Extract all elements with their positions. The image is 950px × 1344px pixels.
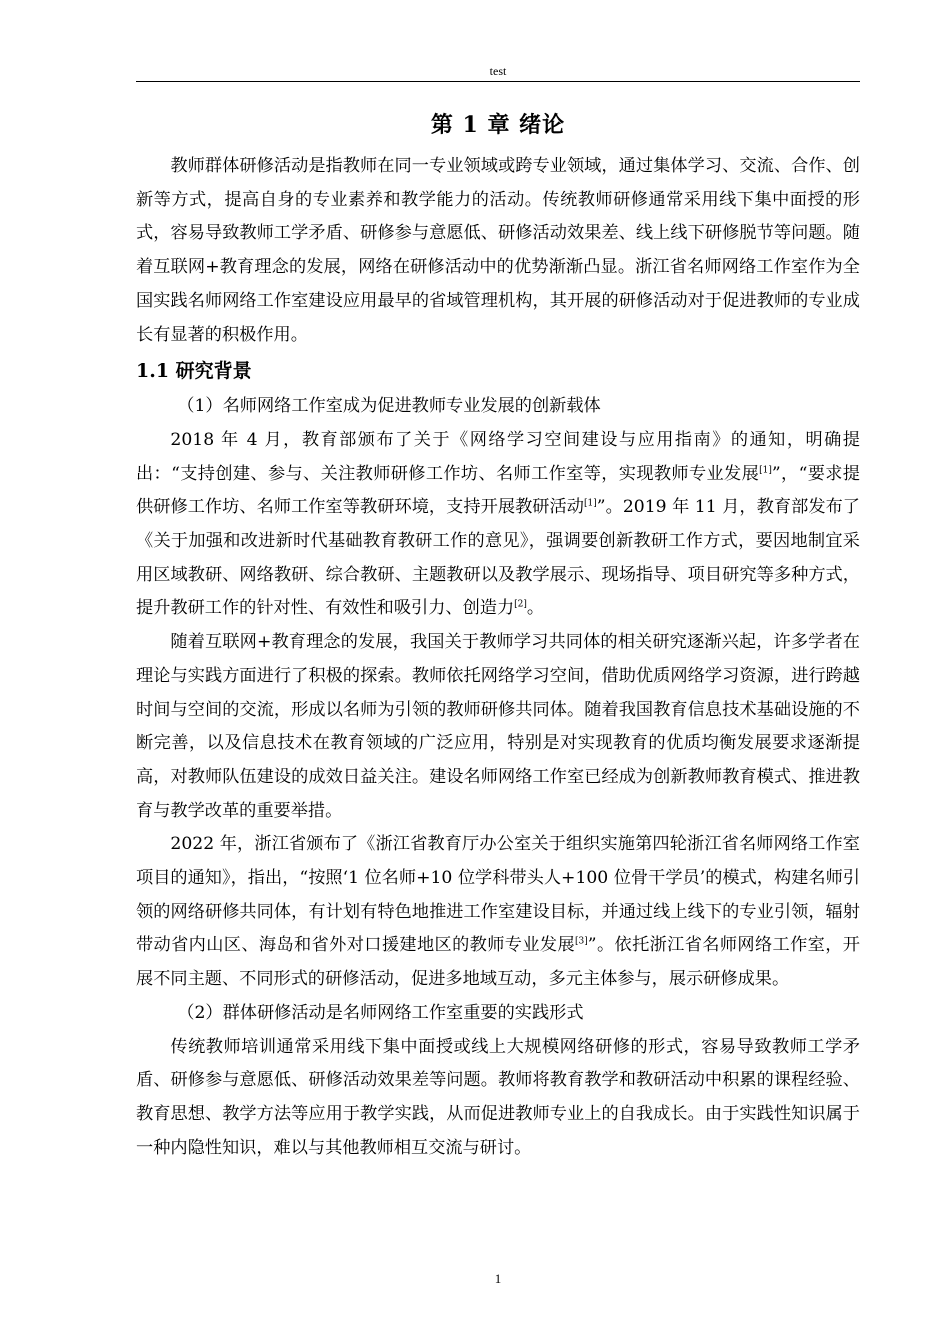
chapter-title: 第 1 章 绪论: [430, 112, 566, 138]
section-heading: 1.1 研究背景: [136, 360, 252, 383]
citation-ref: [3]: [575, 936, 588, 947]
paragraph-policy-2018: [136, 424, 860, 626]
paragraph-policy-2022: [136, 828, 860, 997]
paragraph-community: 随着互联网+教育理念的发展，我国关于教师学习共同体的相关研究逐渐兴起，许多学者在理论与实践方面进行了积极的探索。教师依托网络学习空间，借助优质网络学习资源，进行跨越时间与空间的交流，形成以名师为引领的教师研修共同体。随着我国教育信息技术基础设施的不断完善，以及信息技术在教育领域的广泛应用，特别是对实现教育的优质均衡发展要求逐渐提高，对教师队伍建设的成效日益关注。建设名师网络工作室已经成为创新教师教育模式、推进教育与教学改革的重要举措。: [136, 632, 860, 821]
header-rule: [136, 81, 860, 82]
subsection-heading-1: （1）名师网络工作室成为促进教师专业发展的创新载体: [177, 396, 601, 417]
paragraph-text: 2018 年 4 月，教育部颁布了关于《网络学习空间建设与应用指南》的通知，明确提出：“支持创建、参与、关注教师研修工作坊、名师工作室等，实现教师专业发展: [136, 429, 860, 484]
page-number: 1: [494, 1271, 502, 1286]
citation-ref: [1]: [759, 464, 772, 475]
subsection-heading-2: （2）群体研修活动是名师网络工作室重要的实践形式: [177, 1002, 584, 1023]
paragraph-text: ”，“要求提供研修工作坊、名师工作室等教研环境，支持开展教研活动: [136, 463, 860, 518]
paragraph-text: 。: [526, 598, 545, 619]
paragraph-text: 2022 年，浙江省颁布了《浙江省教育厅办公室关于组织实施第四轮浙江省名师网络工作室项目的通知》，指出，“按照‘1 位名师+10 位学科带头人+100 位骨干学员’的模式，构建名师引领的网络研修共同体，有计划有特色地推进工作室建设目标，并通过线上线下的专业引领，辐射带动省内山区、海岛和省外对口援建地区的教师专业发展: [136, 834, 860, 956]
paragraph-text: ”。2019 年 11 月，教育部发布了《关于加强和改进新时代基础教育教研工作的意见》，强调要创新教研工作方式，要因地制宜采用区域教研、网络教研、综合教研、主题教研以及教学展示、现场指导、项目研究等多种方式，提升教研工作的针对性、有效性和吸引力、创造力: [136, 497, 860, 619]
paragraph-training: 传统教师培训通常采用线下集中面授或线上大规模网络研修的形式，容易导致教师工学矛盾、研修参与意愿低、研修活动效果差等问题。教师将教育教学和教研活动中积累的课程经验、教育思想、教学方法等应用于教学实践，从而促进教师专业上的自我成长。由于实践性知识属于一种内隐性知识，难以与其他教师相互交流与研讨。: [136, 1036, 860, 1158]
intro-paragraph: 教师群体研修活动是指教师在同一专业领域或跨专业领域，通过集体学习、交流、合作、创新等方式，提高自身的专业素养和教学能力的活动。传统教师研修通常采用线下集中面授的形式，容易导致教师工学矛盾、研修参与意愿低、研修活动效果差、线上线下研修脱节等问题。随着互联网+教育理念的发展，网络在研修活动中的优势渐渐凸显。浙江省名师网络工作室作为全国实践名师网络工作室建设应用最早的省域管理机构，其开展的研修活动对于促进教师的专业成长有显著的积极作用。: [136, 156, 860, 345]
paragraph-text: ”。依托浙江省名师网络工作室，开展不同主题、不同形式的研修活动，促进多地域互动，多元主体参与，展示研修成果。: [136, 935, 860, 990]
document-body: [136, 150, 860, 1165]
citation-ref: [2]: [514, 599, 527, 610]
page-header: test: [489, 64, 507, 78]
citation-ref: [1]: [584, 498, 597, 509]
